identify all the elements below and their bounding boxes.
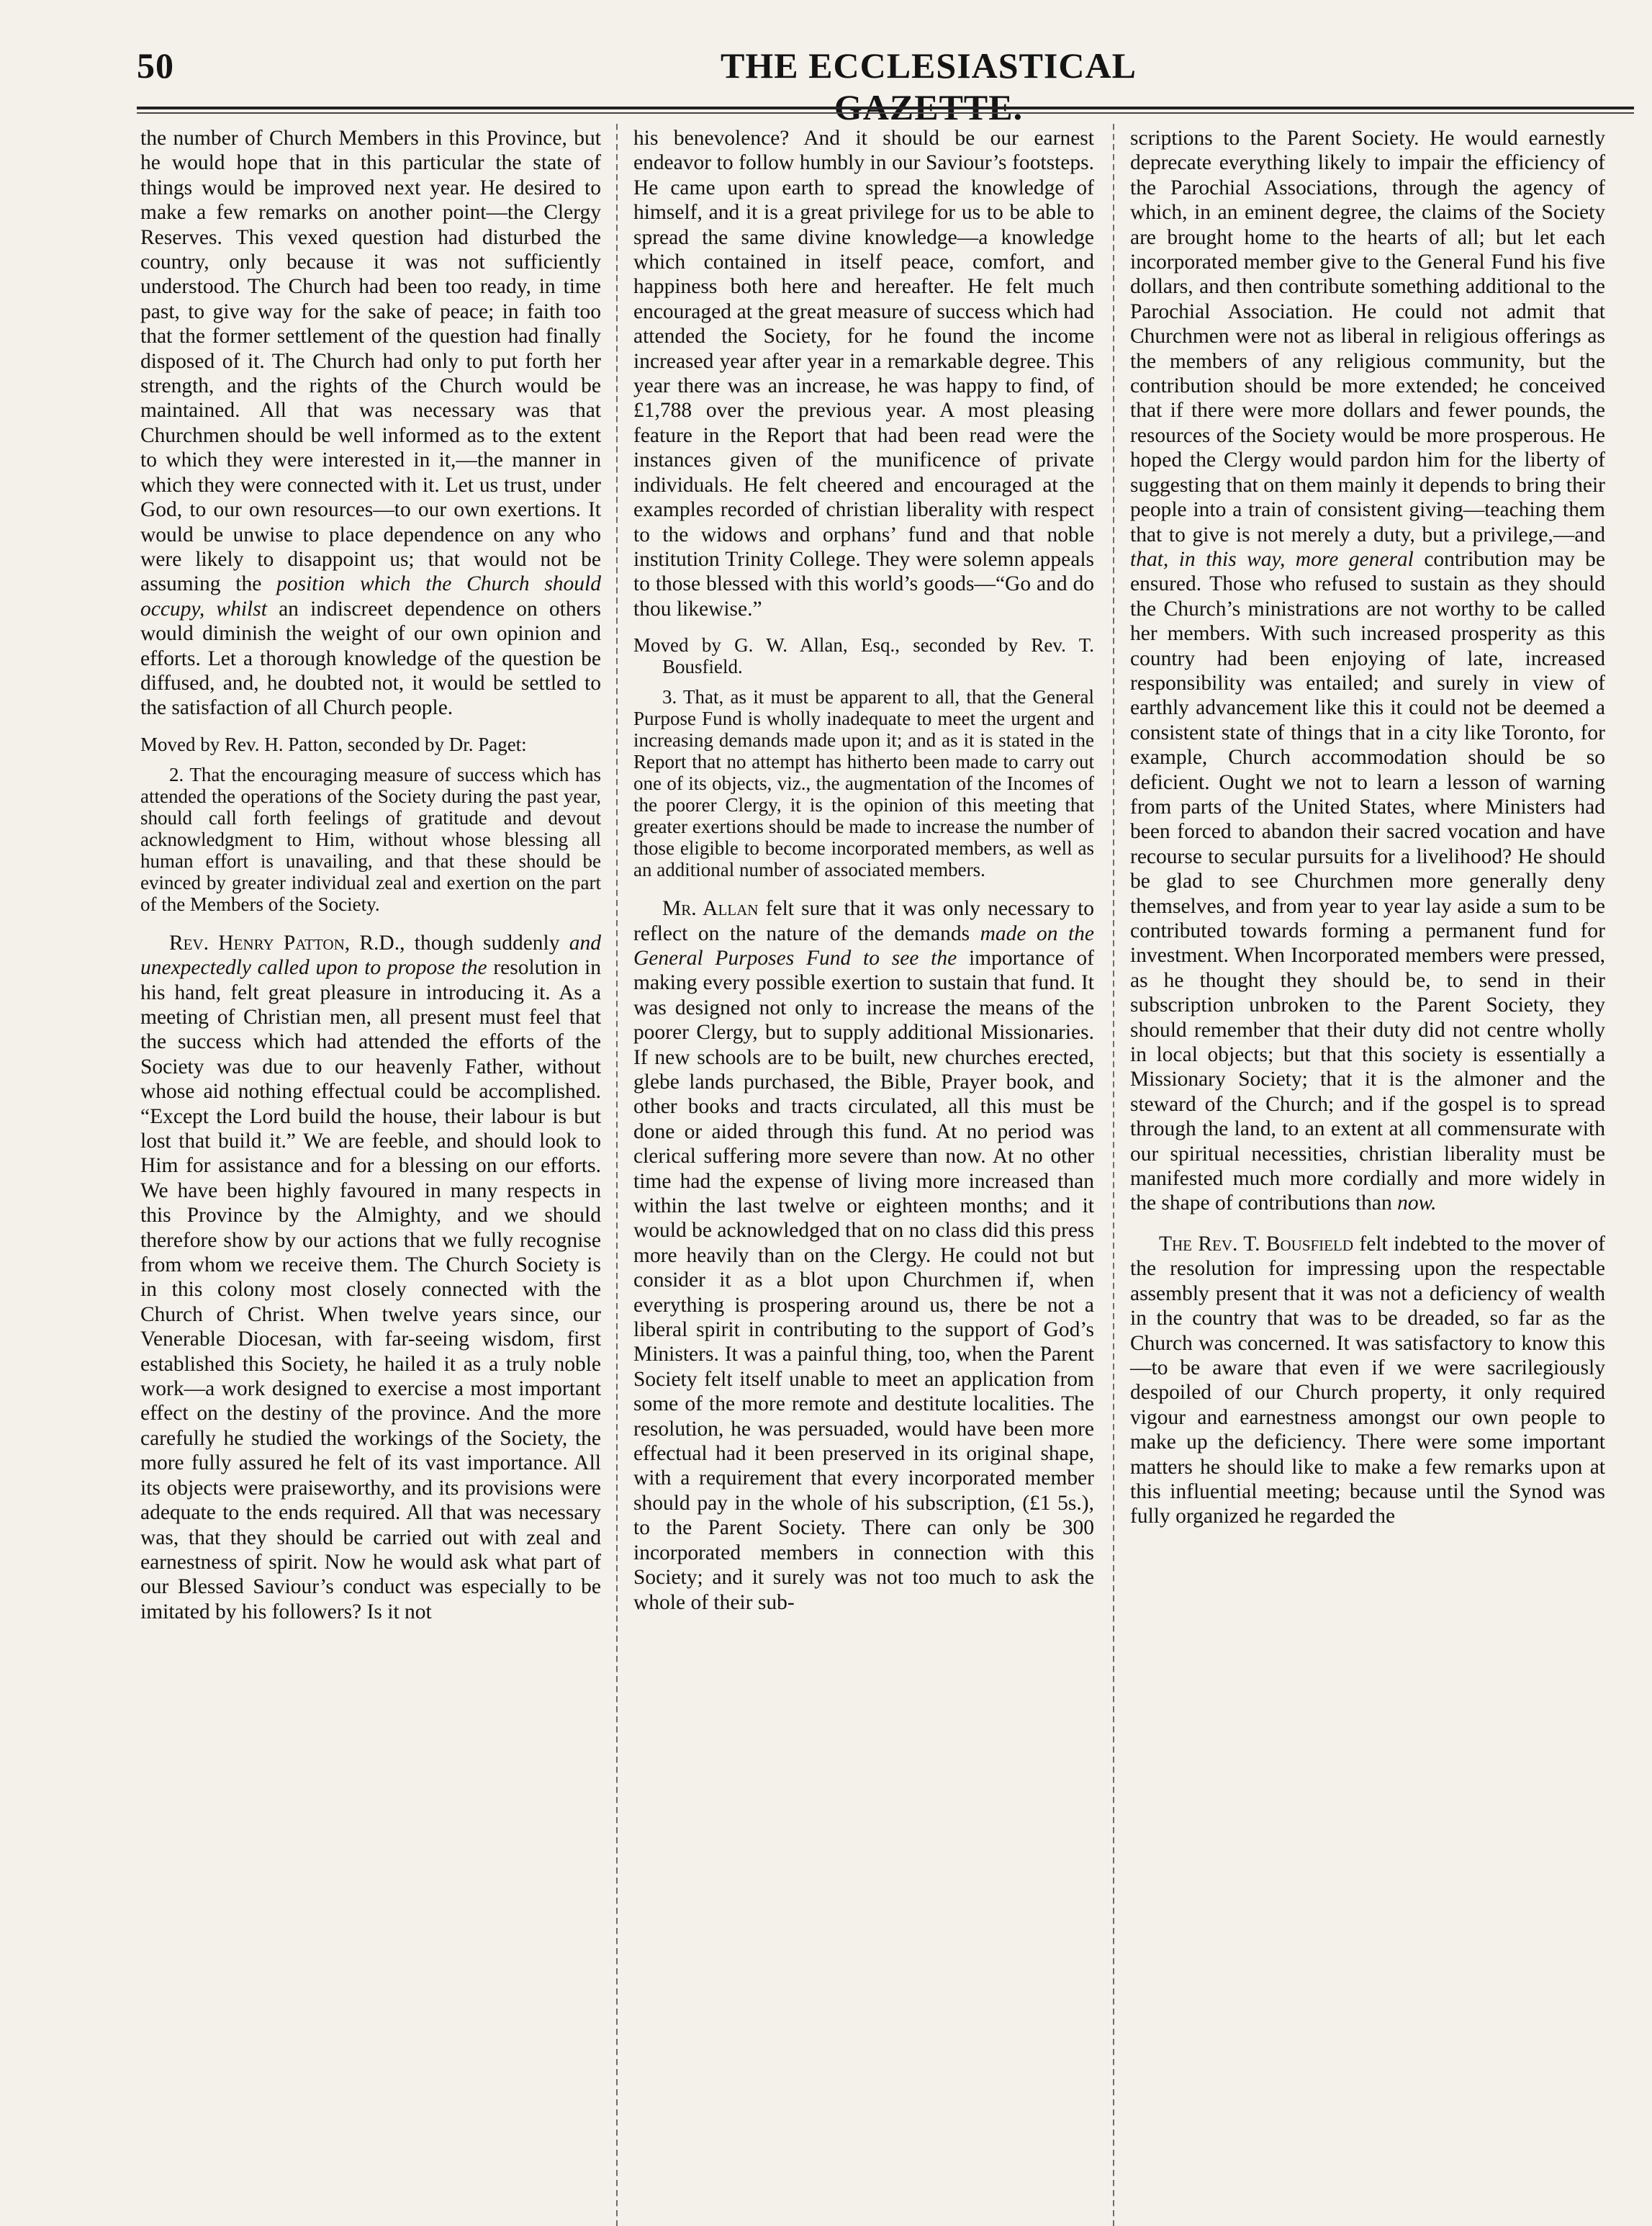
column-2-paragraph-1: his benevolence? And it should be our earnest endeavor to follow humbly in our Saviour’s footsteps. He came upon earth to spread the knowledge of himself, and it is a great privilege for us to be able to spread the same divine knowledge—a knowledge which contained in itself peace, comfort, and happiness both here and hereafter. He felt much encouraged at the great measure of success which had attended the Society, for he found the income increased year after year in a remarkable degree. This year there was an increase, he was happy to find, of £1,788 over the previous year. A most pleasing feature in the Report that had been read were the instances given of the munificence of private individuals. He felt cheered and encouraged at the examples recorded of christian liberality with respect to the widows and orphans’ fund and that noble institution Trinity College. They were solemn appeals to those blessed with this world’s goods—“Go and do thou likewise.” — [633, 127, 1094, 621]
page-header — [137, 45, 1652, 102]
speaker-name: Rev. Henry Patton, R.D., — [169, 931, 405, 955]
column-1-paragraph-2: Rev. Henry Patton, R.D., though suddenly and unexpectedly called upon to propose the resolution in his hand, felt great pleasure in introducing it. As a meeting of Christian men, all present must feel that the success which had attended the efforts of the Society was due to our heavenly Father, without whose aid nothing effectual could be accomplished. “Except the Lord build the house, their labour is but lost that build it.” We are feeble, and should look to Him for assistance and for a blessing on our efforts. We have been highly favoured in many respects in this Province by the Almighty, and we should therefore show by our actions that we fully recognise from whom we receive them. The Church Society is in this colony most closely connected with the Church of Christ. When twelve years since, our Venerable Diocesan, with far-seeing wisdom, first established this Society, he hailed it as a truly noble work—a work designed to exercise a most important effect on the destiny of the province. And the more carefully he studied the workings of the Society, the more fully assured he felt of its vast importance. All its objects were praiseworthy, and its provisions were adequate to the ends required. All that was necessary was, that they should be carried out with zeal and earnestness of spirit. Now he would ask what part of our Blessed Saviour’s conduct was especially to be imitated by his followers? Is it not — [140, 931, 602, 1623]
header-rule — [137, 107, 1634, 109]
masthead-title: THE ECCLESIASTICAL — [721, 45, 1137, 86]
speaker-name: The Rev. T. Bousfield — [1159, 1232, 1353, 1256]
column-divider-2 — [1113, 124, 1114, 2226]
page-number: 50 — [137, 45, 174, 86]
column-divider-1 — [616, 124, 618, 2226]
speaker-name: Mr. Allan — [662, 897, 759, 921]
column-2-paragraph-2: Mr. Allan felt sure that it was only necessary to reflect on the nature of the demands made on the General Purposes Fund to see the importance of making every possible exertion to sustain that fund. It was designed not only to increase the means of the poorer Clergy, but to supply additional Missionaries. If new schools are to be built, new churches erected, glebe lands purchased, the Bible, Prayer book, and other books and tracts circulated, all this must be done or aided through this fund. At no period was clerical suffering more severe than now. At no other time had the expense of living more increased than within the last twelve or eighteen months; and it would be acknowledged that on no class did this press more heavily than on the Clergy. He could not but consider it as a blot upon Churchmen if, when everything is prospering around us, there be not a liberal spirit in contributing to the support of God’s Ministers. It was a painful thing, too, when the Parent Society felt itself unable to meet an application from some of the more remote and destitute localities. The resolution, he was persuaded, would have been more effectual had it been preserved in its original shape, with a requirement that every incorporated member should pay in the whole of his subscription, (£1 5s.), to the Parent Society. There can only be 300 incorporated members in connection with this Society; and it surely was not too much to ask the whole of their sub- — [633, 897, 1095, 1614]
column-3-paragraph-2: The Rev. T. Bousfield felt indebted to the mover of the resolution for impressing upon the respectable assembly present that it was not a deficiency of wealth in the country that was to be dreaded, so far as the Church was concerned. It was satisfactory to know this—to be aware that even if we were sacrilegiously despoiled of our Church property, it only required vigour and earnestness amongst our own people to make up the deficiency. There were some important matters he should like to make a few remarks upon at this influential meeting; because until the Synod was fully organized he regarded the — [1130, 1232, 1606, 1528]
resolution-3: 3. That, as it must be apparent to all, that the General Purpose Fund is wholly inadequate to meet the urgent and increasing demands made upon it; and as it is stated in the Report that no attempt has hitherto been made to carry out one of its objects, viz., the augmentation of the Incomes of the poorer Clergy, it is the opinion of this meeting that greater exertions should be made to increase the number of those eligible to become incorporated members, as well as an additional number of associated members. — [633, 686, 1094, 881]
resolution-2: 2. That the encouraging measure of success which has attended the operations of the Society during the past year, should call forth feelings of gratitude and devout acknowledgment to Him, without whose blessing all human effort is unavailing, and that these should be evinced by greater individual zeal and exertion on the part of the Members of the Society. — [140, 763, 601, 915]
column-2 — [633, 126, 1094, 1615]
column-3 — [1130, 126, 1605, 1529]
column-1-paragraph-1: the number of Church Members in this Province, but he would hope that in this particular the state of things would be improved next year. He desired to make a few remarks on another point—the Clergy Reserves. This vexed question had disturbed the country, only because it was not sufficiently understood. The Church had been too ready, in time past, to give way for the sake of peace; in faith too that the former settlement of the question had finally disposed of it. The Church had only to put forth her strength, and the rights of the Church would be maintained. All that was necessary was that Churchmen should be well informed as to the extent to which they were interested in it,—the manner in which they were connected with it. Let us trust, under God, to our own resources—to our own exertions. It would be unwise to place dependence on any who were likely to disappoint us; that would not be assuming the position which the Church should occupy, whilst an indiscreet dependence on others would diminish the weight of our own opinion and efforts. Let a thorough knowledge of the question be diffused, and, he doubted not, it would be settled to the satisfaction of all Church people. — [140, 127, 601, 720]
motion-line: Moved by Rev. H. Patton, seconded by Dr. Paget: — [140, 733, 527, 755]
column-1 — [140, 126, 601, 1624]
motion-line: Moved by G. W. Allan, Esq., seconded by Rev. T. Bousfield. — [633, 634, 1094, 678]
column-3-paragraph-1: scriptions to the Parent Society. He would earnestly deprecate everything likely to impair the efficiency of the Parochial Associations, through the agency of which, in an eminent degree, the claims of the Society are brought home to the hearts of all; but let each incorporated member give to the General Fund his five dollars, and then contribute something additional to the Parochial Association. He could not admit that Churchmen were not as liberal in religious offerings as the members of any religious community, but the contribution should be more extended; he conceived that if there were more dollars and fewer pounds, the resources of the Society would be more prosperous. He hoped the Clergy would pardon him for the liberty of suggesting that on them mainly it depends to bring their people into a train of consistent giving—teaching them that to give is not merely a duty, but a privilege,—and that, in this way, more general contribution may be ensured. Those who refused to sustain as they should the Church’s ministrations are not worthy to be called her members. With such increased prosperity as this country had been enjoying of late, increased responsibility was entailed; and surely in view of earthly advancement like this it could not be deemed a consistent state of things that in a city like Toronto, for example, Church accommodation should be so deficient. Ought we not to learn a lesson of warning from parts of the United States, where Ministers had been forced to abandon their sacred vocation and have recourse to secular pursuits for a livelihood? He should be glad to see Churchmen more generally deny themselves, and from year to year lay aside a sum to be contributed towards forming a permanent fund for investment. When Incorporated members were pressed, as he thought they should be, to send in their subscription unbroken to the Parent Society, they should remember that their duty did not centre wholly in local objects; but that this society is essentially a Missionary Society; that it is the almoner and the steward of the Church; and if the gospel is to spread through the land, to an extent at all commensurate with our spiritual necessities, christian liberality must be manifested much more cordially and more widely in the shape of contributions than now. — [1130, 127, 1606, 1215]
header-rule-thin — [137, 112, 1634, 114]
